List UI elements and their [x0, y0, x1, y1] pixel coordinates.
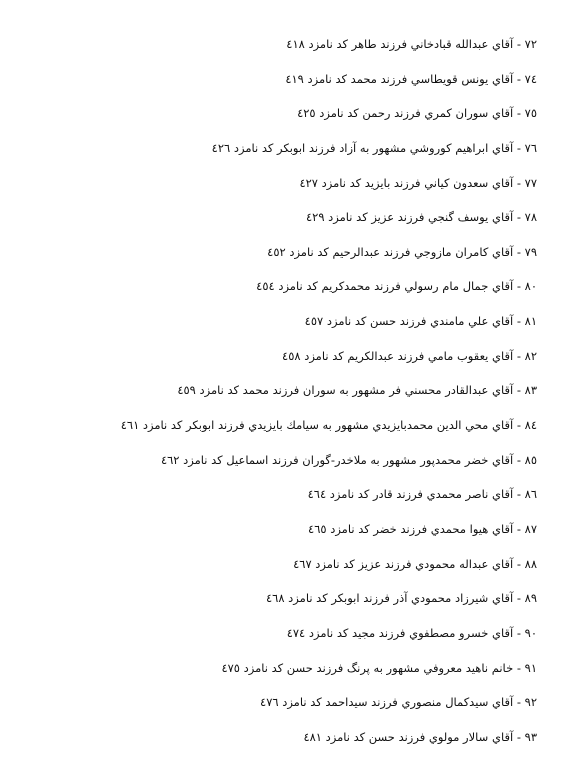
- candidate-entry: ٨٤ - آقاي محي الدين محمدبايزيدي مشهور به سيامك بايزيدي فرزند ابوبكر كد نامزد ٤٦١: [120, 418, 537, 433]
- candidate-entry: ٨٨ - آقاي عبداله محمودي فرزند عزيز كد نامزد ٤٦٧: [293, 556, 537, 571]
- candidate-entry: ٨٠ - آقاي جمال مام رسولي فرزند محمدكريم كد نامزد ٤٥٤: [256, 279, 537, 294]
- candidate-entry: ٧٢ - آقاي عبدالله قبادخاني فرزند طاهر كد نامزد ٤١٨: [286, 37, 537, 51]
- candidate-entry: ٧٧ - آقاي سعدون كياني فرزند بايزيد كد نامزد ٤٢٧: [299, 175, 537, 190]
- candidate-entry: ٨١ - آقاي علي مامندي فرزند حسن كد نامزد ٤٥٧: [304, 314, 537, 329]
- candidate-entry: ٨٧ - آقاي هيوا محمدي فرزند خضر كد نامزد ٤٦٥: [308, 521, 537, 536]
- candidate-entry: ٧٨ - آقاي يوسف گنجي فرزند عزيز كد نامزد ٤٢٩: [305, 210, 537, 225]
- candidate-entry: ٧٩ - آقاي كامران مازوجي فرزند عبدالرحيم كد نامزد ٤٥٢: [267, 244, 537, 259]
- candidate-entry: ٩١ - خانم ناهيد معروفي مشهور به پرنگ فرزند حسن كد نامزد ٤٧٥: [221, 660, 537, 675]
- candidate-entry: ٩٣ - آقاي سالار مولوي فرزند حسن كد نامزد ٤٨١: [303, 729, 537, 744]
- candidate-entry: ٨٢ - آقاي يعقوب مامي فرزند عبدالكريم كد نامزد ٤٥٨: [282, 348, 537, 363]
- candidate-list: [57, 30, 537, 757]
- candidate-entry: ٨٦ - آقاي ناصر محمدي فرزند قادر كد نامزد ٤٦٤: [307, 487, 537, 502]
- candidate-entry: ٨٣ - آقاي عبدالقادر محسني فر مشهور به سوران فرزند محمد كد نامزد ٤٥٩: [177, 383, 537, 398]
- candidate-entry: ٨٥ - آقاي خضر محمدپور مشهور به ملاخدر-گوران فرزند اسماعيل كد نامزد ٤٦٢: [160, 452, 537, 467]
- candidate-entry: ٨٩ - آقاي شيرزاد محمودي آذر فرزند ابوبكر كد نامزد ٤٦٨: [266, 591, 537, 606]
- candidate-entry: ٧٤ - آقاي يونس قويطاسي فرزند محمد كد نامزد ٤١٩: [285, 71, 537, 86]
- candidate-entry: ٧٦ - آقاي ابراهيم كوروشي مشهور به آزاد فرزند ابوبكر كد نامزد ٤٢٦: [211, 140, 537, 155]
- candidate-entry: ٩٢ - آقاي سيدكمال منصوري فرزند سيداحمد كد نامزد ٤٧٦: [260, 695, 537, 710]
- candidate-entry: ٧٥ - آقاي سوران كمري فرزند رحمن كد نامزد ٤٢٥: [297, 106, 537, 121]
- candidate-entry: ٩٠ - آقاي خسرو مصطفوي فرزند مجيد كد نامزد ٤٧٤: [286, 625, 537, 640]
